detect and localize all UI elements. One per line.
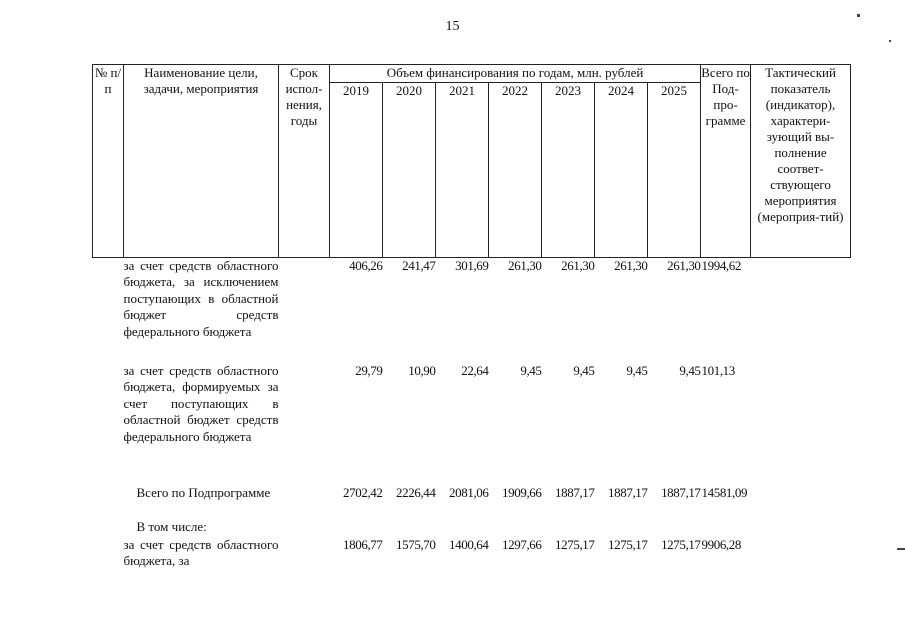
header-year: 2019 xyxy=(330,83,383,258)
header-year: 2025 xyxy=(648,83,701,258)
table-row xyxy=(93,519,851,537)
header-indicator: Тактический показатель (индикатор), характери-зующий вы-полнение соответ-ствующего мероприятия (мероприя-тий) xyxy=(751,65,851,258)
value-cell: 1887,17 xyxy=(608,485,648,500)
table-row xyxy=(93,485,851,519)
page-number: 15 xyxy=(445,19,460,34)
value-cell: 406,26 xyxy=(349,258,383,273)
value-cell: 1887,17 xyxy=(555,485,595,500)
value-cell: 10,90 xyxy=(408,363,436,378)
value-cell: 2081,06 xyxy=(449,485,489,500)
row-name: Всего по Подпрограмме xyxy=(136,485,271,500)
header-year: 2021 xyxy=(436,83,489,258)
value-cell: 1806,77 xyxy=(343,537,383,552)
total-cell: 101,13 xyxy=(701,363,735,378)
header-financing: Объем финансирования по годам, млн. рублей xyxy=(330,65,701,83)
table-row xyxy=(93,537,851,571)
header-term: Срок испол-нения, годы xyxy=(279,65,330,258)
row-name: за счет средств областного бюджета, за исключением поступающих в областной бюджет средств федерального бюджета xyxy=(123,258,279,339)
row-name: В том числе: xyxy=(136,519,207,534)
row-name: за счет средств областного бюджета, за xyxy=(123,537,279,569)
value-cell: 1575,70 xyxy=(396,537,436,552)
value-cell: 2702,42 xyxy=(343,485,383,500)
value-cell: 9,45 xyxy=(520,363,542,378)
value-cell: 2226,44 xyxy=(396,485,436,500)
value-cell: 1275,17 xyxy=(661,537,701,552)
value-cell: 9,45 xyxy=(679,363,701,378)
scan-mark xyxy=(857,14,860,17)
value-cell: 301,69 xyxy=(455,258,489,273)
value-cell: 1275,17 xyxy=(608,537,648,552)
value-cell: 9,45 xyxy=(573,363,595,378)
header-number: № п/п xyxy=(93,65,124,258)
financing-table xyxy=(92,64,851,571)
value-cell: 22,64 xyxy=(461,363,489,378)
scan-mark xyxy=(897,548,905,550)
value-cell: 29,79 xyxy=(355,363,383,378)
header-total: Всего по Под-про-грамме xyxy=(701,65,751,258)
header-year: 2024 xyxy=(595,83,648,258)
header-year: 2020 xyxy=(383,83,436,258)
value-cell: 1887,17 xyxy=(661,485,701,500)
value-cell: 1297,66 xyxy=(502,537,542,552)
value-cell: 1275,17 xyxy=(555,537,595,552)
scan-mark xyxy=(889,40,891,42)
total-cell: 14581,09 xyxy=(701,485,748,500)
value-cell: 241,47 xyxy=(402,258,436,273)
value-cell: 9,45 xyxy=(626,363,648,378)
header-year: 2022 xyxy=(489,83,542,258)
value-cell: 1400,64 xyxy=(449,537,489,552)
value-cell: 1909,66 xyxy=(502,485,542,500)
financing-table-section xyxy=(92,64,850,571)
total-cell: 1994,62 xyxy=(701,258,741,273)
value-cell: 261,30 xyxy=(667,258,701,273)
value-cell: 261,30 xyxy=(508,258,542,273)
table-row xyxy=(93,258,851,364)
total-cell: 9906,28 xyxy=(701,537,741,552)
row-name: за счет средств областного бюджета, формируемых за счет поступающих в областной бюджет средств федерального бюджета xyxy=(123,363,279,444)
value-cell: 261,30 xyxy=(561,258,595,273)
table-row xyxy=(93,363,851,485)
header-year: 2023 xyxy=(542,83,595,258)
header-name: Наименование цели, задачи, мероприятия xyxy=(124,65,279,258)
value-cell: 261,30 xyxy=(614,258,648,273)
